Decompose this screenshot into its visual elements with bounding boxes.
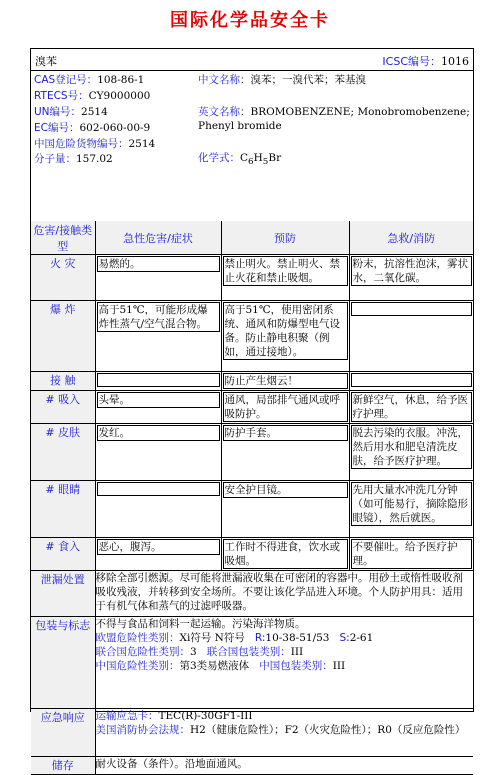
row-category: 泄漏处置 <box>31 571 95 617</box>
formula-value: $C_6H_5Br$ <box>240 152 282 168</box>
icsc-value: 1016 <box>441 55 469 68</box>
first-aid-cell <box>351 373 473 387</box>
chemical-name: 溴苯 <box>35 55 57 68</box>
prevention-cell: 禁止明火。禁止明火、禁止火花和禁止吸烟。 <box>223 256 348 286</box>
spill-text: 移除全部引燃源。尽可能将泄漏液收集在可密闭的容器中。用砂土或惰性吸收剂吸收残液，并转移到安全场所。不要让该化学品进入环境。个人防护用具：适用于有机气体和蒸气的过滤呼吸器。 <box>95 571 473 617</box>
package-line-1: 不得与食品和饲料一起运输。污染海洋物质。 <box>95 618 306 630</box>
col-header-hazard: 急性危害/症状 <box>95 221 221 255</box>
card-header <box>31 49 473 71</box>
row-category: 爆 炸 <box>31 301 95 372</box>
un-row <box>34 105 204 119</box>
en-name-row <box>198 105 468 119</box>
cas-row <box>34 73 204 87</box>
cn-name-row <box>198 73 468 87</box>
hazard-cell: 高于51℃，可能形成爆炸性蒸气/空气混合物。 <box>97 302 220 332</box>
prevention-cell: 高于51℃，使用密闭系统、通风和防爆型电气设备。防止静电积聚（例如，通过接地）。 <box>223 302 348 360</box>
cn-dangerous-goods-value: 2514 <box>128 138 156 150</box>
en-name-row-2 <box>198 119 468 133</box>
icsc-label: ICSC编号： <box>382 55 441 68</box>
row-category: # 食入 <box>31 538 95 571</box>
identifiers-left <box>34 72 204 166</box>
ec-value: 602-060-00-9 <box>79 122 151 134</box>
table-header-row <box>31 221 473 255</box>
en-name-label: 英文名称： <box>198 106 251 118</box>
first-aid-cell: 粉末，抗溶性泡沫，雾状水，二氧化碳。 <box>351 256 473 286</box>
table-row-package <box>31 617 473 709</box>
first-aid-cell: 不要催吐。给予医疗护理。 <box>351 539 473 569</box>
un-value: 2514 <box>81 106 108 118</box>
hazard-cell: 头晕。 <box>97 392 220 408</box>
package-line-cn: 中国危险性类别：第3类易燃液体 中国包装类别：III <box>95 660 346 672</box>
table-row-spill <box>31 571 473 617</box>
rtecs-value: CY9000000 <box>88 90 151 102</box>
en-name-line1: BROMOBENZENE; Monobromobenzene; <box>250 106 470 118</box>
cn-dangerous-goods-row <box>34 137 204 151</box>
emergency-nfpa-line: 美国消防协会法规：H2（健康危险性）；F2（火灾危险性）；R0（反应危险性） <box>95 724 466 736</box>
row-category: # 皮肤 <box>31 424 95 481</box>
identifiers-right <box>198 72 468 169</box>
package-line-eu: 欧盟危险性类别：Xi符号 N符号 R:10-38-51/53 S:2-61 <box>95 632 374 644</box>
hazard-cell: 易燃的。 <box>97 256 220 272</box>
col-header-type: 危害/接触类型 <box>31 221 95 255</box>
table-row-skin <box>31 424 473 481</box>
table-row-inhalation <box>31 391 473 424</box>
cn-name-label: 中文名称： <box>198 74 251 86</box>
hazard-cell <box>97 482 220 496</box>
formula-label: 化学式： <box>198 152 240 164</box>
en-name-line2: Phenyl bromide <box>198 120 282 132</box>
molecular-weight-label: 分子量： <box>34 153 76 165</box>
row-category: 储存 <box>31 757 95 775</box>
table-row-eyes <box>31 481 473 538</box>
identification-block <box>31 70 473 222</box>
prevention-cell: 安全护目镜。 <box>223 482 348 498</box>
molecular-weight-row <box>34 152 204 166</box>
card-title: 国际化学品安全卡 <box>170 10 330 31</box>
emergency-text <box>95 709 473 757</box>
first-aid-cell: 脱去污染的衣服。冲洗，然后用水和肥皂清洗皮肤，给予医疗护理。 <box>351 425 473 469</box>
emergency-card-line: 运输应急卡：TEC(R)-30GF1-III <box>95 710 253 722</box>
molecular-weight-value: 157.02 <box>76 153 113 165</box>
hazard-cell: 恶心，腹泻。 <box>97 539 220 555</box>
table-row-ingestion <box>31 538 473 571</box>
prevention-cell: 防护手套。 <box>223 425 348 441</box>
row-category: # 眼睛 <box>31 481 95 538</box>
formula-row <box>198 151 468 169</box>
row-category: 火 灾 <box>31 255 95 301</box>
row-category: 包装与标志 <box>31 617 95 709</box>
icsc-number <box>382 53 469 69</box>
cn-name-value: 溴苯；一溴代苯；苯基溴 <box>250 74 366 86</box>
prevention-cell: 防止产生烟云！ <box>223 373 348 389</box>
cn-dangerous-goods-label: 中国危险货物编号： <box>34 138 129 150</box>
first-aid-cell <box>351 302 473 316</box>
cas-label: CAS登记号： <box>34 74 98 86</box>
row-category: 应急响应 <box>31 709 95 757</box>
hazard-cell: 发红。 <box>97 425 220 441</box>
safety-card <box>30 48 474 772</box>
hazard-table <box>31 221 473 775</box>
ec-row <box>34 121 204 135</box>
rtecs-row <box>34 89 204 103</box>
prevention-cell: 通风，局部排气通风或呼吸防护。 <box>223 392 348 422</box>
table-row-explosion <box>31 301 473 372</box>
table-row-contact <box>31 372 473 391</box>
package-line-un: 联合国危险性类别：3 联合国包装类别：III <box>95 646 304 658</box>
cas-value: 108-86-1 <box>97 74 145 86</box>
package-text <box>95 617 473 709</box>
prevention-cell: 工作时不得进食，饮水或吸烟。 <box>223 539 348 569</box>
storage-text: 耐火设备（条件）。沿地面通风。 <box>95 757 473 775</box>
table-row-storage <box>31 757 473 775</box>
row-category: 接 触 <box>31 372 95 391</box>
ec-label: EC编号： <box>34 122 80 134</box>
first-aid-cell: 先用大量水冲洗几分钟（如可能易行，摘除隐形眼镜），然后就医。 <box>351 482 473 526</box>
row-category: # 吸入 <box>31 391 95 424</box>
table-row-emergency <box>31 709 473 757</box>
table-row-fire <box>31 255 473 301</box>
un-label: UN编号： <box>34 106 82 118</box>
first-aid-cell: 新鲜空气，休息，给予医疗护理。 <box>351 392 473 422</box>
col-header-prevention: 预防 <box>221 221 349 255</box>
col-header-first-aid: 急救/消防 <box>349 221 473 255</box>
rtecs-label: RTECS号： <box>34 90 89 102</box>
hazard-cell <box>97 373 220 387</box>
